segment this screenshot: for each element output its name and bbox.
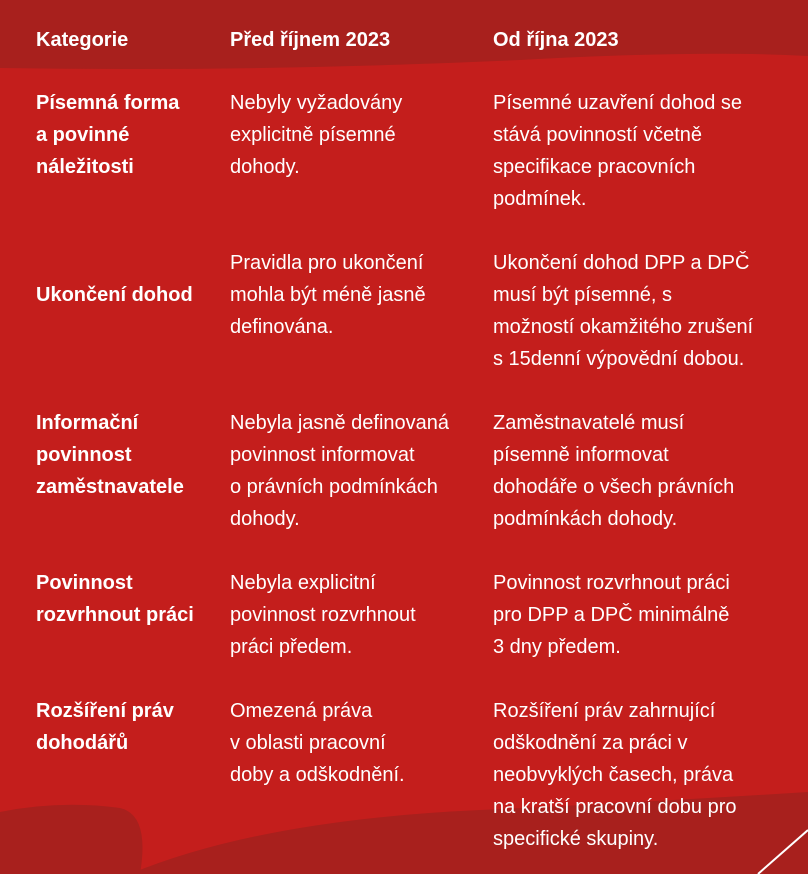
header-category: Kategorie [36, 29, 129, 51]
row-1-category: Písemná forma a povinné náležitosti [36, 92, 180, 178]
row-3-before: Nebyla jasně definovaná povinnost informovat o právních podmínkách dohody. [230, 412, 450, 530]
row-2-category: Ukončení dohod [36, 284, 193, 306]
row-2-after: Ukončení dohod DPP a DPČ musí být písemné, s možností okamžitého zrušení s 15denní výpovědní dobou. [493, 252, 754, 370]
row-1-after: Písemné uzavření dohod se stává povinností včetně specifikace pracovních podmínek. [493, 92, 743, 210]
header-after: Od října 2023 [493, 29, 619, 51]
row-4-before: Nebyla explicitní povinnost rozvrhnout práci předem. [230, 572, 416, 658]
row-2-before: Pravidla pro ukončení mohla být méně jasně definována. [230, 252, 426, 338]
row-5-before: Omezená práva v oblasti pracovní doby a odškodnění. [230, 700, 405, 786]
row-4-after: Povinnost rozvrhnout práci pro DPP a DPČ minimálně 3 dny předem. [493, 572, 730, 658]
row-5-category: Rozšíření práv dohodářů [36, 700, 174, 754]
row-5-after: Rozšíření práv zahrnující odškodnění za práci v neobvyklých časech, práva na kratší pracovní dobu pro specifické skupiny. [493, 700, 737, 850]
header-before: Před říjnem 2023 [230, 29, 391, 51]
row-4-category: Povinnost rozvrhnout práci [36, 572, 194, 626]
row-3-after: Zaměstnavatelé musí písemně informovat dohodáře o všech právních podmínkách dohody. [493, 412, 735, 530]
row-3-category: Informační povinnost zaměstnavatele [36, 412, 184, 498]
row-1-before: Nebyly vyžadovány explicitně písemné dohody. [230, 92, 403, 178]
